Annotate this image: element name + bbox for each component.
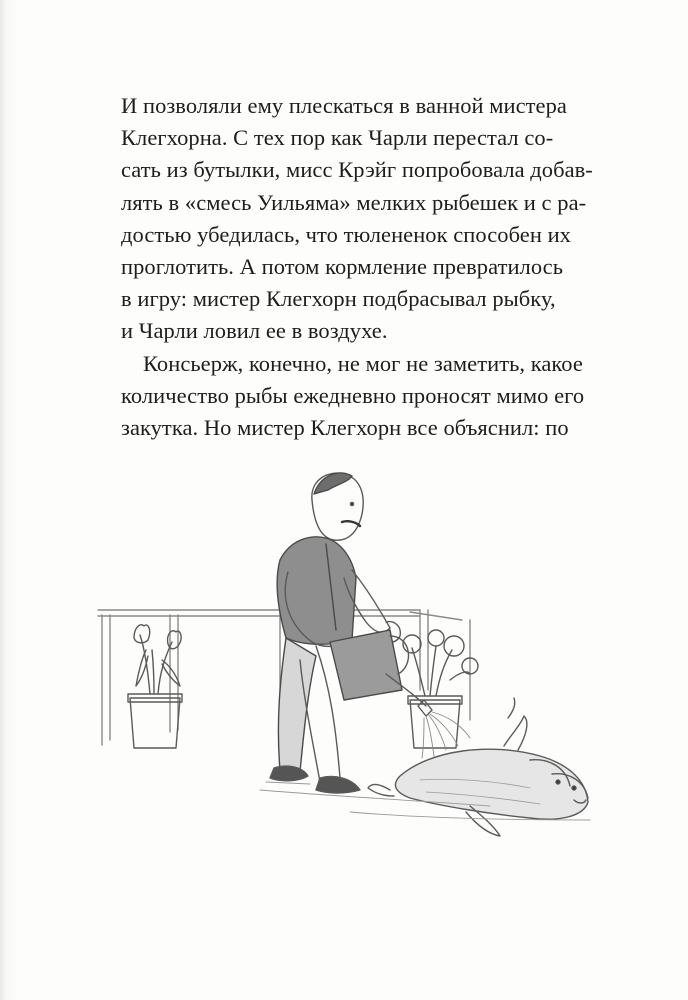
text-line: проглотить. А потом кормление превратилось xyxy=(121,254,564,280)
text-line: количество рыбы ежедневно проносят мимо его xyxy=(121,382,585,408)
text-line: закутка. Но мистер Клегхорн все объяснил: по xyxy=(121,415,569,441)
text-line: лять в «смесь Уильяма» мелких рыбешек и с ра- xyxy=(121,189,587,215)
body-text xyxy=(121,90,641,444)
tulip-pot xyxy=(128,625,182,748)
text-line: в игру: мистер Клегхорн подбрасывал рыбку, xyxy=(121,286,556,312)
text-line: достью убедилась, что тюлененок способен их xyxy=(121,221,571,247)
text-line: сать из бутылки, мисс Крэйг попробовала добав- xyxy=(121,157,593,183)
watering-can xyxy=(330,630,470,758)
text-line: Консьерж, конечно, не мог не заметить, какое xyxy=(143,350,583,376)
text-line: И позволяли ему плескаться в ванной мистера xyxy=(121,93,567,118)
sketch-illustration xyxy=(90,460,680,880)
text-line: Клегхорна. С тех пор как Чарли перестал со- xyxy=(121,125,554,151)
poppy-pot xyxy=(403,630,478,748)
text-line: и Чарли ловил ее в воздухе. xyxy=(121,318,388,344)
